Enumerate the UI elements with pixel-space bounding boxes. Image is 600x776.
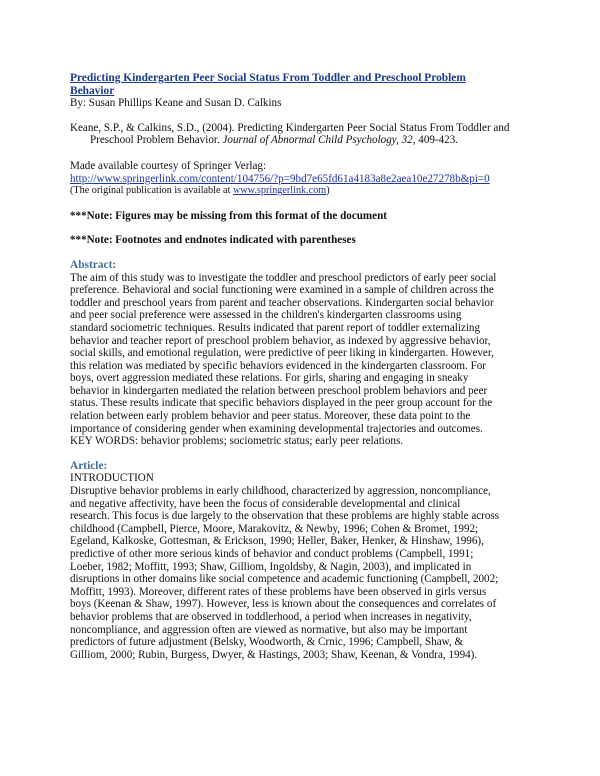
abstract-heading: Abstract: xyxy=(70,258,117,271)
abstract-line: boys, overt aggression mediated these relations. For girls, sharing and engaging in sneaky xyxy=(70,372,469,385)
abstract-line: The aim of this study was to investigate the toddler and preschool predictors of early peer social xyxy=(70,271,497,284)
availability xyxy=(70,160,534,198)
original-pre: (The original publication is available at xyxy=(70,185,233,197)
article-line: Disruptive behavior problems in early childhood, characterized by aggression, noncompliance, xyxy=(70,485,491,498)
abstract-line: relation between early problem behavior and peer status. Moreover, these data point to the xyxy=(70,410,471,423)
citation-line-1: Keane, S.P., & Calkins, S.D., (2004). Predicting Kindergarten Peer Social Status From Toddler and xyxy=(70,121,510,134)
original-publication-line xyxy=(70,185,534,198)
citation-title-tail: Preschool Problem Behavior. xyxy=(90,134,223,147)
abstract-line: preference. Behavioral and social functioning were examined in a sample of children across the xyxy=(70,284,494,297)
article-line: Moffitt, 1993). Moreover, different rates of these problems have been observed in girls versus xyxy=(70,585,487,598)
article-line: noncompliance, and aggression often are viewed as normative, but also may be important xyxy=(70,623,468,636)
article-heading: Article: xyxy=(70,459,108,472)
article-line: and negative affectivity, have been the focus of considerable developmental and clinical xyxy=(70,497,461,510)
article-body xyxy=(70,485,534,661)
abstract-line: and peer social preference were assessed in the children's kindergarten classrooms using xyxy=(70,309,462,322)
courtesy-line: Made available courtesy of Springer Verlag: xyxy=(70,159,267,172)
abstract-line: behavior in kindergarten mediated the relation between preschool problem behaviors and peer xyxy=(70,384,488,397)
abstract-line: standard sociometric techniques. Results indicated that parent report of toddler externalizing xyxy=(70,321,481,334)
abstract-line: behavior and teacher report of preschool problem behavior, as indexed by aggressive behavior, xyxy=(70,334,491,347)
note-footnotes: ***Note: Footnotes and endnotes indicated with parentheses xyxy=(70,234,356,247)
springer-url-link[interactable]: http://www.springerlink.com/content/104756/?p=9bd7e65fd61a4183a8e2aea10e27278b&pi=0 xyxy=(70,172,490,185)
abstract-line: social skills, and emotional regulation, were predictive of peer liking in kindergarten. However, xyxy=(70,347,494,360)
section-heading-introduction: INTRODUCTION xyxy=(70,472,154,485)
article-line: predictors of future adjustment (Belsky, Woodworth, & Crnic, 1996; Campbell, Shaw, & xyxy=(70,636,464,649)
article-line: disruptions in other domains like social competence and academic functioning (Campbell, 2002; xyxy=(70,573,499,586)
article-line: predictive of other more serious kinds of behavior and conduct problems (Campbell, 1991; xyxy=(70,548,474,560)
abstract-body xyxy=(70,272,534,448)
article-line: Loeber, 1982; Moffitt, 1993; Shaw, Gilliom, Ingoldsby, & Nagin, 2003), and implicated in xyxy=(70,560,472,573)
note-figures: ***Note: Figures may be missing from this format of the document xyxy=(70,209,387,222)
original-post: ) xyxy=(326,185,330,197)
article-line: childhood (Campbell, Pierce, Moore, Marakovitz, & Newby, 1996; Cohen & Bromet, 1992; xyxy=(70,522,479,535)
springerlink-link[interactable]: www.springerlink.com xyxy=(232,185,327,197)
authors: By: Susan Phillips Keane and Susan D. Calkins xyxy=(70,97,282,110)
citation-line-2 xyxy=(70,134,534,147)
article-title-link[interactable] xyxy=(70,72,534,97)
article-line: research. This focus is due largely to the observation that these problems are highly stable across xyxy=(70,510,500,523)
citation xyxy=(70,122,534,147)
keywords-line: KEY WORDS: behavior problems; sociometric status; early peer relations. xyxy=(70,435,404,448)
abstract-line: this relation was mediated by specific behaviors evidenced in the kindergarten classroom. For xyxy=(70,359,486,372)
abstract-line: status. These results indicate that specific behaviors displayed in the peer group account for the xyxy=(70,397,493,410)
title-line-2: Behavior xyxy=(70,84,115,97)
article-line: behavior problems that are observed in toddlerhood, a period when increases in negativity, xyxy=(70,610,472,623)
abstract-line: toddler and preschool years from parent and teacher observations. Kindergarten social behavior xyxy=(70,296,494,309)
article-line: Egeland, Kalkoske, Gottesman, & Erickson, 1990; Heller, Baker, Henker, & Hinshaw, 1996), xyxy=(70,535,484,548)
journal-name: Journal of Abnormal Child Psychology, 32 xyxy=(222,134,413,147)
citation-pages: , 409-423. xyxy=(412,134,459,147)
article-line: boys (Keenan & Shaw, 1997). However, less is known about the consequences and correlates of xyxy=(70,598,497,611)
article-line: Gilliom, 2000; Rubin, Burgess, Dwyer, & Hastings, 2003; Shaw, Keenan, & Vondra, 1994). xyxy=(70,648,478,661)
title-line-1: Predicting Kindergarten Peer Social Status From Toddler and Preschool Problem xyxy=(70,72,466,84)
abstract-line: importance of considering gender when examining developmental trajectories and outcomes. xyxy=(70,422,483,435)
